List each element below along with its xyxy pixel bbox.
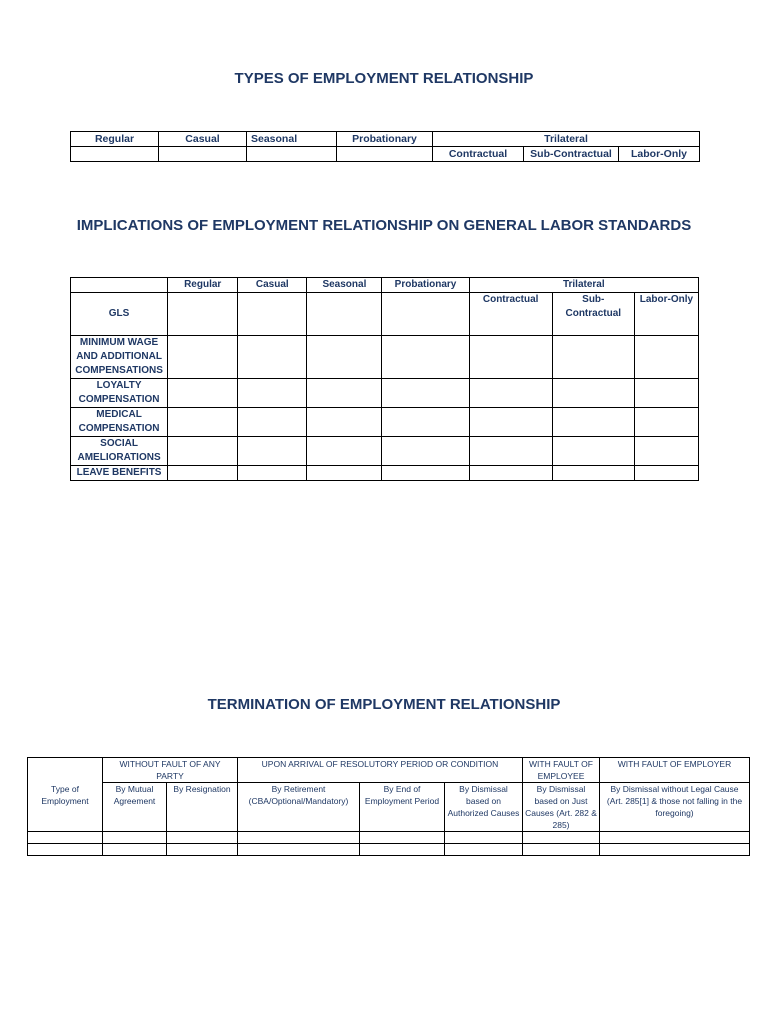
cell: [382, 293, 469, 336]
cell: [168, 293, 238, 336]
header-trilateral: Trilateral: [469, 278, 698, 293]
header-seasonal: Seasonal: [247, 132, 337, 147]
header-probationary: Probationary: [337, 132, 433, 147]
header-probationary: Probationary: [382, 278, 469, 293]
header-casual: Casual: [159, 132, 247, 147]
row-label-medical: MEDICAL COMPENSATION: [71, 408, 168, 437]
subheader-contractual: Contractual: [469, 293, 552, 336]
group-fault-employer: WITH FAULT OF EMPLOYER: [600, 758, 750, 783]
group-without-fault: WITHOUT FAULT OF ANY PARTY: [103, 758, 238, 783]
subheader-sub-contractual: Sub-Contractual: [524, 147, 619, 162]
row-label-social: SOCIAL AMELIORATIONS: [71, 437, 168, 466]
subheader-labor-only: Labor-Only: [634, 293, 698, 336]
type-of-employment-label: Type of Employment: [28, 758, 103, 832]
cell: [71, 278, 168, 293]
subheader-labor-only: Labor-Only: [619, 147, 700, 162]
sub-mutual-agreement: By Mutual Agreement: [103, 783, 167, 832]
types-title: TYPES OF EMPLOYMENT RELATIONSHIP: [234, 70, 534, 87]
sub-just-causes: By Dismissal based on Just Causes (Art. 282 & 285): [523, 783, 600, 832]
header-trilateral: Trilateral: [433, 132, 700, 147]
implications-title: IMPLICATIONS OF EMPLOYMENT RELATIONSHIP ON GENERAL LABOR STANDARDS: [76, 217, 692, 234]
cell: [247, 147, 337, 162]
header-regular: Regular: [168, 278, 238, 293]
types-table: [70, 131, 700, 162]
implications-table: [70, 277, 699, 481]
header-seasonal: Seasonal: [307, 278, 382, 293]
row-label-minimum-wage: MINIMUM WAGE AND ADDITIONAL COMPENSATIONS: [71, 336, 168, 379]
sub-authorized-causes: By Dismissal based on Authorized Causes: [445, 783, 523, 832]
sub-end-of-period: By End of Employment Period: [360, 783, 445, 832]
termination-table: [27, 757, 750, 856]
group-resolutory-period: UPON ARRIVAL OF RESOLUTORY PERIOD OR CONDITION: [238, 758, 523, 783]
cell: [159, 147, 247, 162]
sub-without-legal-cause: By Dismissal without Legal Cause (Art. 285[1] & those not falling in the foregoing): [600, 783, 750, 832]
subheader-sub-contractual: Sub-Contractual: [552, 293, 634, 336]
group-fault-employee: WITH FAULT OF EMPLOYEE: [523, 758, 600, 783]
sub-retirement: By Retirement (CBA/Optional/Mandatory): [238, 783, 360, 832]
cell: [307, 293, 382, 336]
row-label-loyalty: LOYALTY COMPENSATION: [71, 379, 168, 408]
cell: [238, 293, 307, 336]
termination-title: TERMINATION OF EMPLOYMENT RELATIONSHIP: [207, 696, 561, 713]
header-casual: Casual: [238, 278, 307, 293]
cell: [337, 147, 433, 162]
sub-resignation: By Resignation: [167, 783, 238, 832]
row-label-leave: LEAVE BENEFITS: [71, 466, 168, 481]
header-regular: Regular: [71, 132, 159, 147]
subheader-contractual: Contractual: [433, 147, 524, 162]
gls-label: GLS: [71, 293, 168, 336]
cell: [71, 147, 159, 162]
